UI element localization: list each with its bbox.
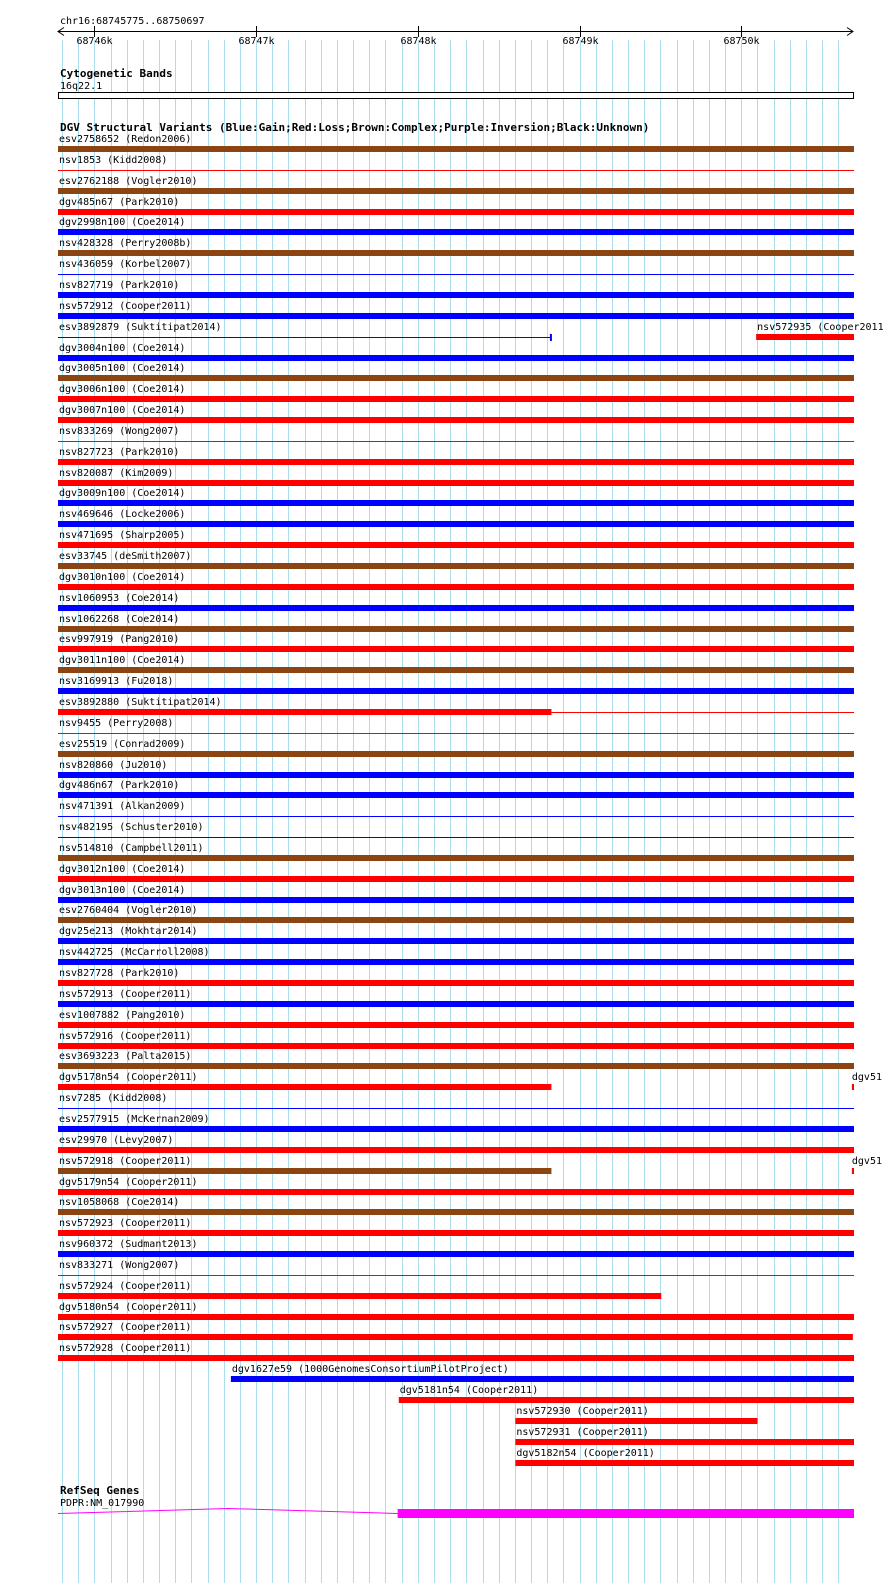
dgv-variant-label: esv29970 (Levy2007) (59, 1135, 174, 1146)
cytoband-track-title: Cytogenetic Bands (60, 67, 173, 80)
dgv-variant-rows[interactable] (58, 134, 884, 1466)
dgv-variant-label: dgv2998n100 (Coe2014) (59, 217, 186, 228)
dgv-variant-row[interactable] (58, 155, 854, 171)
dgv-variant-label: nsv572912 (Cooper2011) (59, 301, 192, 312)
dgv-variant-row[interactable] (231, 1364, 854, 1382)
dgv-variant-bar[interactable] (58, 855, 854, 861)
dgv-variant-row[interactable] (58, 134, 854, 152)
dgv-variant-bar[interactable] (58, 897, 854, 903)
dgv-track-title: DGV Structural Variants (Blue:Gain;Red:Loss;Brown:Complex;Purple:Inversion;Black:Unknown) (60, 121, 650, 134)
dgv-variant-bar[interactable] (58, 709, 551, 715)
dgv-variant-label: nsv1853 (Kidd2008) (59, 155, 168, 166)
dgv-variant-row[interactable] (58, 1135, 854, 1153)
dgv-variant-label: nsv1058068 (Coe2014) (59, 1197, 180, 1208)
dgv-variant-label: nsv960372 (Sudmant2013) (59, 1239, 198, 1250)
dgv-variant-row[interactable] (58, 447, 854, 465)
dgv-variant-row[interactable] (58, 1114, 854, 1132)
dgv-variant-row[interactable] (58, 1260, 854, 1276)
dgv-variant-label: esv3693223 (Palta2015) (59, 1051, 192, 1062)
dgv-variant-row[interactable] (58, 739, 854, 757)
dgv-variant-label: dgv3006n100 (Coe2014) (59, 384, 186, 395)
dgv-variant-bar[interactable] (58, 375, 854, 381)
dgv-variant-bar[interactable] (58, 521, 854, 527)
dgv-variant-label: nsv820087 (Kim2009) (59, 468, 174, 479)
dgv-variant-row[interactable] (58, 1302, 854, 1320)
dgv-variant-bar[interactable] (58, 417, 854, 423)
dgv-variant-row[interactable] (58, 1197, 854, 1215)
dgv-variant-bar[interactable] (58, 1189, 854, 1195)
dgv-variant-label: dgv51 (851, 1156, 883, 1167)
dgv-variant-label: nsv514810 (Campbell2011) (59, 843, 204, 854)
dgv-variant-label: esv2760404 (Vogler2010) (59, 905, 198, 916)
dgv-variant-row[interactable] (58, 760, 854, 778)
dgv-variant-label: nsv827723 (Park2010) (59, 447, 180, 458)
dgv-variant-bar[interactable] (58, 188, 854, 194)
dgv-variant-row[interactable] (515, 1427, 854, 1445)
dgv-variant-row[interactable] (58, 488, 854, 506)
dgv-variant-label: nsv833269 (Wong2007) (59, 426, 180, 437)
dgv-variant-row[interactable] (58, 1343, 854, 1361)
dgv-variant-row[interactable] (58, 926, 854, 944)
dgv-variant-bar[interactable] (58, 1084, 551, 1090)
dgv-variant-label: dgv3012n100 (Coe2014) (59, 864, 186, 875)
dgv-variant-label: nsv471391 (Alkan2009) (59, 801, 186, 812)
region-coordinates: chr16:68745775..68750697 (60, 16, 205, 27)
dgv-variant-row[interactable] (58, 1281, 661, 1299)
dgv-track[interactable] (58, 121, 884, 1466)
dgv-variant-label: nsv572924 (Cooper2011) (59, 1281, 192, 1292)
dgv-variant-bar[interactable] (58, 1168, 551, 1174)
dgv-variant-bar[interactable] (58, 1001, 854, 1007)
dgv-variant-row[interactable] (58, 1156, 882, 1174)
dgv-variant-bar[interactable] (58, 313, 854, 319)
dgv-variant-bar[interactable] (58, 1022, 854, 1028)
dgv-variant-bar[interactable] (58, 396, 854, 402)
dgv-variant-row[interactable] (58, 655, 854, 673)
dgv-variant-label: esv2758652 (Redon2006) (59, 134, 192, 145)
dgv-variant-bar[interactable] (58, 229, 854, 235)
dgv-variant-bar[interactable] (756, 334, 854, 340)
dgv-variant-bar[interactable] (58, 250, 854, 256)
dgv-variant-bar[interactable] (58, 480, 854, 486)
dgv-variant-bar[interactable] (58, 876, 854, 882)
dgv-variant-label: esv3892879 (Suktitipat2014) (59, 322, 222, 333)
dgv-variant-label: nsv482195 (Schuster2010) (59, 822, 204, 833)
refseq-gene-exon[interactable] (398, 1509, 854, 1518)
dgv-variant-row[interactable] (515, 1406, 757, 1424)
dgv-variant-row[interactable] (58, 509, 854, 527)
dgv-variant-label: dgv486n67 (Park2010) (59, 780, 180, 791)
dgv-variant-row[interactable] (58, 322, 884, 341)
dgv-variant-label: nsv9455 (Perry2008) (59, 718, 174, 729)
dgv-variant-row[interactable] (58, 676, 854, 694)
dgv-variant-bar[interactable] (58, 1230, 854, 1236)
dgv-variant-row[interactable] (58, 593, 854, 611)
dgv-variant-row[interactable] (58, 1177, 854, 1195)
dgv-variant-bar[interactable] (515, 1460, 854, 1466)
dgv-variant-bar[interactable] (58, 792, 854, 798)
dgv-variant-bar[interactable] (58, 542, 854, 548)
dgv-variant-row[interactable] (58, 217, 854, 235)
dgv-variant-row[interactable] (58, 989, 854, 1007)
dgv-variant-row[interactable] (58, 1031, 854, 1049)
dgv-variant-label: nsv428328 (Perry2008b) (59, 238, 192, 249)
dgv-variant-row[interactable] (58, 947, 854, 965)
dgv-variant-label: nsv471695 (Sharp2005) (59, 530, 186, 541)
dgv-variant-label: nsv572913 (Cooper2011) (59, 989, 192, 1000)
dgv-variant-label: nsv442725 (McCarroll2008) (59, 947, 210, 958)
dgv-variant-bar[interactable] (58, 959, 854, 965)
dgv-variant-label: nsv820860 (Ju2010) (59, 760, 168, 771)
dgv-variant-row[interactable] (58, 343, 854, 361)
ruler-tick-label: 68747k (238, 36, 275, 47)
dgv-variant-label: esv2762188 (Vogler2010) (59, 176, 198, 187)
dgv-variant-row[interactable] (58, 822, 854, 838)
dgv-variant-bar[interactable] (58, 688, 854, 694)
dgv-variant-label: dgv1627e59 (1000GenomesConsortiumPilotProject) (231, 1364, 509, 1375)
dgv-variant-label: nsv7285 (Kidd2008) (59, 1093, 168, 1104)
dgv-variant-bar[interactable] (58, 605, 854, 611)
dgv-variant-bar[interactable] (399, 1397, 854, 1403)
dgv-variant-row[interactable] (399, 1385, 854, 1403)
dgv-variant-label: nsv572918 (Cooper2011) (59, 1156, 192, 1167)
dgv-variant-row[interactable] (58, 363, 854, 381)
dgv-variant-bar[interactable] (58, 1043, 854, 1049)
dgv-variant-bar[interactable] (58, 1355, 854, 1361)
dgv-variant-row[interactable] (58, 426, 854, 442)
dgv-variant-bar[interactable] (58, 146, 854, 152)
dgv-variant-bar[interactable] (58, 355, 854, 361)
dgv-variant-label: dgv3005n100 (Coe2014) (59, 363, 186, 374)
dgv-variant-bar[interactable] (58, 980, 854, 986)
dgv-variant-bar[interactable] (58, 292, 854, 298)
ruler-tick-label: 68746k (76, 36, 113, 47)
refseq-gene-label: PDPR:NM_017990 (60, 1498, 145, 1509)
dgv-variant-label: dgv3013n100 (Coe2014) (59, 885, 186, 896)
dgv-variant-bar[interactable] (58, 938, 854, 944)
dgv-variant-label: nsv572923 (Cooper2011) (59, 1218, 192, 1229)
dgv-variant-bar[interactable] (58, 626, 854, 632)
dgv-variant-row[interactable] (58, 572, 854, 590)
dgv-variant-row[interactable] (58, 384, 854, 402)
dgv-variant-bar[interactable] (852, 1084, 854, 1090)
cytoband-bar[interactable] (59, 93, 854, 99)
dgv-variant-bar[interactable] (58, 459, 854, 465)
dgv-variant-row[interactable] (58, 697, 854, 715)
dgv-variant-bar[interactable] (58, 1334, 853, 1340)
dgv-variant-label: dgv5180n54 (Cooper2011) (59, 1302, 198, 1313)
dgv-variant-label: dgv25e213 (Mokhtar2014) (59, 926, 198, 937)
dgv-variant-row[interactable] (58, 905, 854, 923)
ruler-tick-label: 68750k (723, 36, 760, 47)
dgv-variant-bar[interactable] (58, 500, 854, 506)
dgv-variant-row[interactable] (58, 718, 854, 734)
ruler-track (58, 16, 853, 47)
dgv-variant-label: nsv1060953 (Coe2014) (59, 593, 180, 604)
dgv-variant-label: esv2577915 (McKernan2009) (59, 1114, 210, 1125)
dgv-variant-label: nsv436059 (Korbel2007) (59, 259, 192, 270)
dgv-variant-row[interactable] (58, 301, 854, 319)
dgv-variant-bar[interactable] (58, 563, 854, 569)
cytoband-label: 16q22.1 (60, 81, 103, 92)
dgv-variant-label: esv33745 (deSmith2007) (59, 551, 192, 562)
dgv-variant-bar[interactable] (515, 1418, 757, 1424)
dgv-variant-row[interactable] (58, 885, 854, 903)
dgv-variant-row[interactable] (58, 405, 854, 423)
dgv-variant-row[interactable] (58, 1010, 854, 1028)
dgv-variant-bar[interactable] (58, 917, 854, 923)
dgv-variant-row[interactable] (58, 259, 854, 275)
dgv-variant-row[interactable] (58, 238, 854, 256)
dgv-variant-row[interactable] (58, 864, 854, 882)
dgv-variant-row[interactable] (58, 1239, 854, 1257)
dgv-variant-label: dgv5182n54 (Cooper2011) (516, 1448, 655, 1459)
dgv-variant-label: nsv572935 (Cooper2011 (757, 322, 884, 333)
dgv-variant-label: dgv3010n100 (Coe2014) (59, 572, 186, 583)
dgv-variant-label: nsv833271 (Wong2007) (59, 1260, 180, 1271)
dgv-variant-label: dgv5178n54 (Cooper2011) (59, 1072, 198, 1083)
dgv-variant-row[interactable] (58, 780, 854, 798)
dgv-variant-label: dgv485n67 (Park2010) (59, 197, 180, 208)
dgv-variant-label: nsv3169913 (Fu2018) (59, 676, 174, 687)
ruler-tick-label: 68748k (400, 36, 437, 47)
refseq-track-title: RefSeq Genes (60, 1484, 140, 1497)
dgv-variant-row[interactable] (58, 1322, 853, 1340)
dgv-variant-row[interactable] (58, 614, 854, 632)
dgv-variant-bar[interactable] (58, 1314, 854, 1320)
cytoband-track[interactable] (59, 67, 854, 99)
dgv-variant-label: nsv572931 (Cooper2011) (516, 1427, 649, 1438)
dgv-variant-bar[interactable] (58, 209, 854, 215)
dgv-variant-row[interactable] (515, 1448, 854, 1466)
dgv-variant-row[interactable] (58, 1072, 882, 1090)
dgv-variant-label: esv997919 (Pang2010) (59, 634, 180, 645)
dgv-variant-label: nsv572928 (Cooper2011) (59, 1343, 192, 1354)
dgv-variant-row[interactable] (58, 197, 854, 215)
dgv-variant-label: dgv3004n100 (Coe2014) (59, 343, 186, 354)
ruler-ticks (58, 26, 853, 47)
dgv-variant-bar[interactable] (58, 646, 854, 652)
dgv-variant-label: dgv5181n54 (Cooper2011) (399, 1385, 539, 1396)
dgv-variant-row[interactable] (58, 468, 854, 486)
dgv-variant-bar[interactable] (58, 1209, 854, 1215)
dgv-variant-label: nsv572930 (Cooper2011) (516, 1406, 649, 1417)
dgv-variant-row[interactable] (58, 280, 854, 298)
dgv-variant-label: nsv1062268 (Coe2014) (59, 614, 180, 625)
dgv-variant-label: nsv469646 (Locke2006) (59, 509, 186, 520)
dgv-variant-bar[interactable] (58, 1126, 854, 1132)
dgv-variant-label: nsv572927 (Cooper2011) (59, 1322, 192, 1333)
dgv-variant-label: nsv572916 (Cooper2011) (59, 1031, 192, 1042)
dgv-variant-label: nsv827719 (Park2010) (59, 280, 180, 291)
dgv-variant-bar[interactable] (58, 1147, 854, 1153)
refseq-track[interactable] (58, 1484, 854, 1518)
dgv-variant-bar[interactable] (58, 1251, 854, 1257)
dgv-variant-bar[interactable] (58, 772, 854, 778)
dgv-variant-row[interactable] (58, 634, 854, 652)
dgv-variant-bar[interactable] (515, 1439, 854, 1445)
dgv-variant-label: dgv3009n100 (Coe2014) (59, 488, 186, 499)
ruler-tick-label: 68749k (562, 36, 599, 47)
dgv-variant-label: dgv3011n100 (Coe2014) (59, 655, 186, 666)
dgv-variant-label: esv25519 (Conrad2009) (59, 739, 186, 750)
dgv-variant-bar[interactable] (58, 751, 854, 757)
dgv-variant-row[interactable] (58, 843, 854, 861)
dgv-variant-row[interactable] (58, 1218, 854, 1236)
dgv-variant-row[interactable] (58, 801, 854, 817)
dgv-variant-bar[interactable] (231, 1376, 854, 1382)
dgv-variant-label: esv1007882 (Pang2010) (59, 1010, 186, 1021)
dgv-variant-label: nsv827728 (Park2010) (59, 968, 180, 979)
dgv-variant-row[interactable] (58, 551, 854, 569)
dgv-variant-label: dgv3007n100 (Coe2014) (59, 405, 186, 416)
dgv-variant-row[interactable] (58, 968, 854, 986)
dgv-variant-label: esv3892880 (Suktitipat2014) (59, 697, 222, 708)
dgv-variant-bar[interactable] (58, 1063, 854, 1069)
dgv-variant-bar[interactable] (58, 584, 854, 590)
dgv-variant-row[interactable] (58, 1093, 854, 1109)
dgv-variant-bar[interactable] (58, 1293, 661, 1299)
refseq-gene-intron[interactable] (58, 1509, 398, 1514)
dgv-variant-label: dgv5179n54 (Cooper2011) (59, 1177, 198, 1188)
dgv-variant-row[interactable] (58, 176, 854, 194)
dgv-variant-bar[interactable] (852, 1168, 854, 1174)
dgv-variant-bar[interactable] (58, 667, 854, 673)
dgv-variant-row[interactable] (58, 530, 854, 548)
dgv-variant-row[interactable] (58, 1051, 854, 1069)
dgv-variant-label: dgv51 (851, 1072, 883, 1083)
